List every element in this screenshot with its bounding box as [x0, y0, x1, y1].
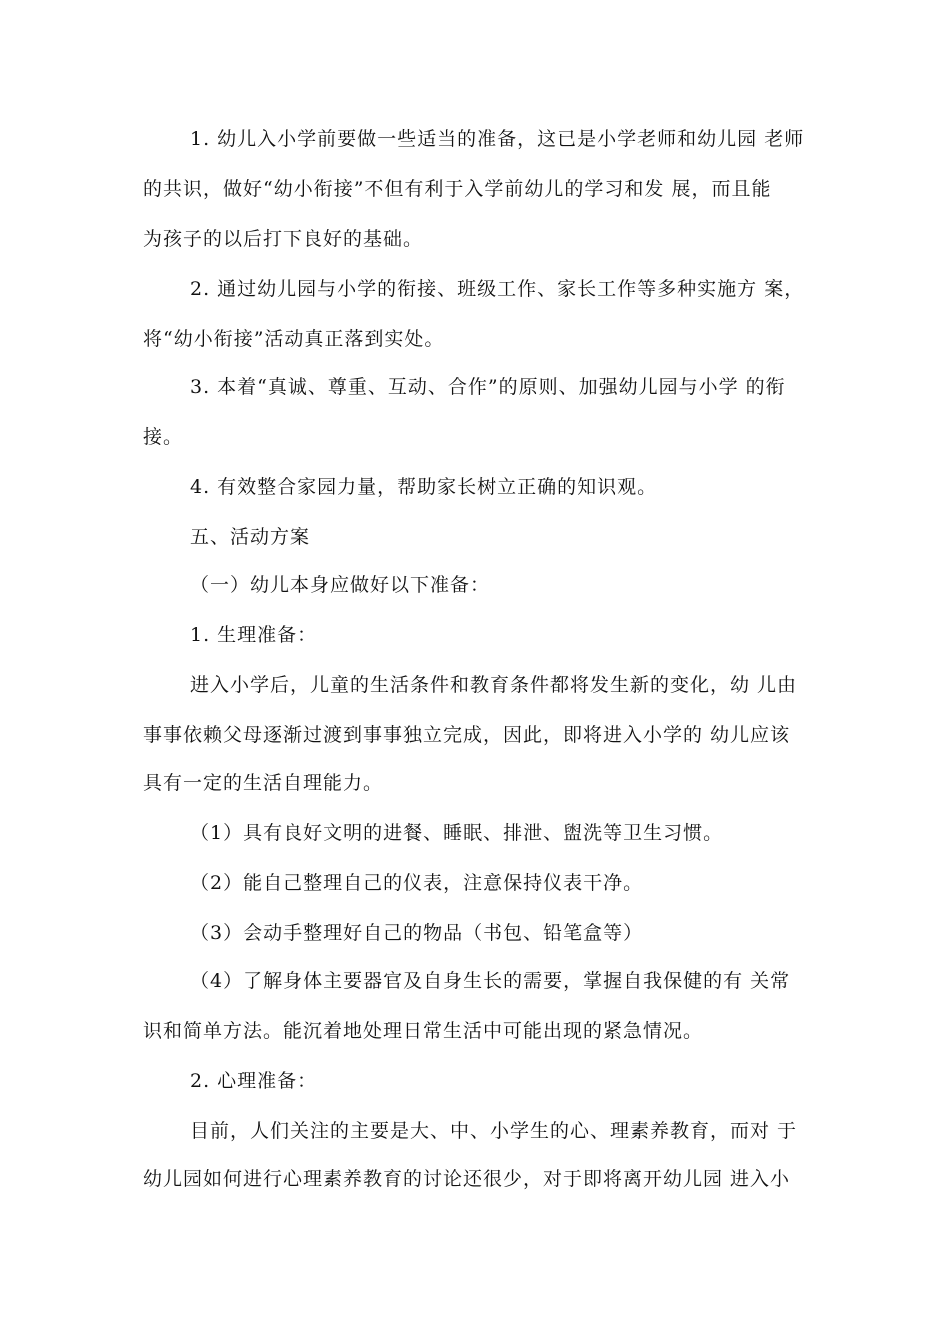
text-line: 具有一定的生活自理能力。: [143, 772, 384, 794]
text-line: 事事依赖父母逐渐过渡到事事独立完成，因此，即将进入小学的 幼儿应该: [143, 724, 791, 746]
text-line: 将“幼小衔接”活动真正落到实处。: [143, 328, 445, 350]
item-heading: 1. 生理准备：: [190, 624, 318, 646]
section-heading: 五、活动方案: [190, 526, 311, 548]
text-line: 3. 本着“真诚、尊重、互动、合作”的原则、加强幼儿园与小学 的衔: [190, 376, 786, 398]
item-heading: 2. 心理准备：: [190, 1070, 318, 1092]
list-item: （2）能自己整理自己的仪表，注意保持仪表干净。: [190, 872, 644, 894]
text-line: 2. 通过幼儿园与小学的衔接、班级工作、家长工作等多种实施方 案，: [190, 278, 805, 300]
text-line: 4. 有效整合家园力量，帮助家长树立正确的知识观。: [190, 476, 658, 498]
text-line: 幼儿园如何进行心理素养教育的讨论还很少，对于即将离开幼儿园 进入小: [143, 1168, 791, 1190]
list-item: （4）了解身体主要器官及自身生长的需要，掌握自我保健的有 关常: [190, 970, 791, 992]
text-line: 接。: [143, 426, 184, 448]
text-line: 进入小学后，儿童的生活条件和教育条件都将发生新的变化，幼 儿由: [190, 674, 798, 696]
list-item: （1）具有良好文明的进餐、睡眠、排泄、盥洗等卫生习惯。: [190, 822, 724, 844]
text-line: 目前，人们关注的主要是大、中、小学生的心、理素养教育，而对 于: [190, 1120, 798, 1142]
text-line: 1. 幼儿入小学前要做一些适当的准备，这已是小学老师和幼儿园 老师: [190, 128, 805, 150]
text-line: 识和简单方法。能沉着地处理日常生活中可能出现的紧急情况。: [143, 1020, 704, 1042]
list-item: （3）会动手整理好自己的物品（书包、铅笔盒等）: [190, 922, 644, 944]
subsection-heading: （一）幼儿本身应做好以下准备：: [190, 574, 491, 596]
text-line: 为孩子的以后打下良好的基础。: [143, 228, 424, 250]
text-line: 的共识，做好“幼小衔接”不但有利于入学前幼儿的学习和发 展，而且能: [143, 178, 772, 200]
